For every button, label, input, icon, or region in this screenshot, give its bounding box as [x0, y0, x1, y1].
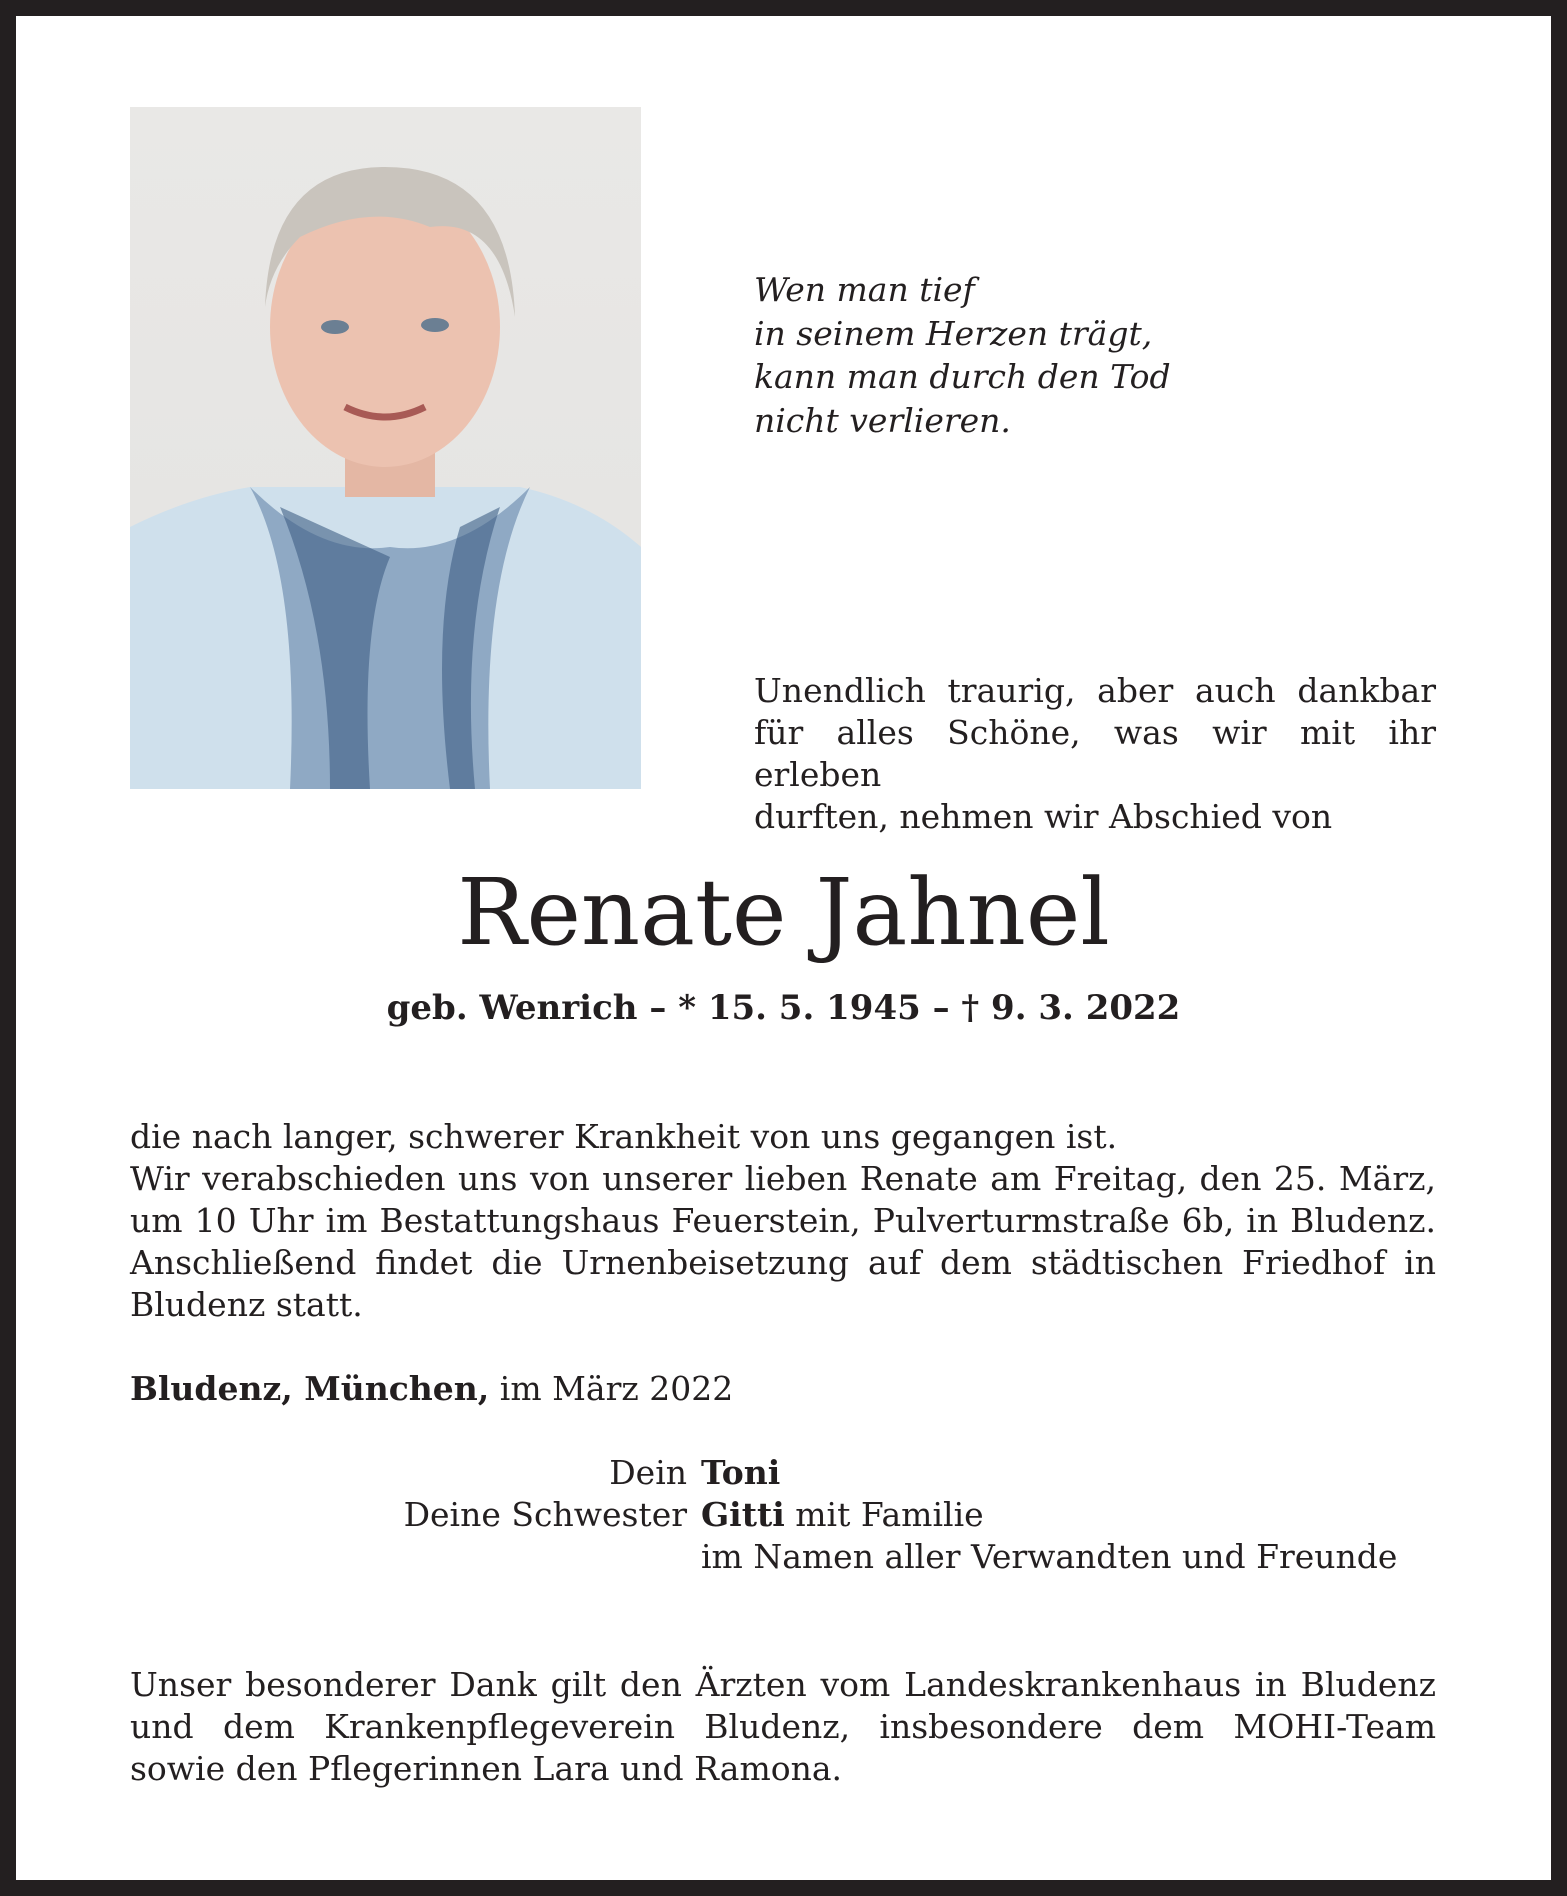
intro-text [754, 670, 1436, 838]
thanks-line: und dem Krankenpflegeverein Bludenz, insbesondere dem MOHI-Team [130, 1707, 1436, 1746]
body-line: Bludenz statt. [130, 1285, 363, 1324]
quote-line: nicht verlieren. [754, 400, 1011, 440]
body-line: Wir verabschieden uns von unserer lieben Renate am Freitag, den 25. März, [130, 1159, 1436, 1198]
quote-line: in seinem Herzen trägt, [754, 313, 1153, 353]
body-line: die nach langer, schwerer Krankheit von uns gegangen ist. [130, 1117, 1118, 1156]
portrait-image [130, 107, 641, 789]
signature-relations [404, 1452, 687, 1536]
intro-line: Unendlich traurig, aber auch dankbar [754, 671, 1436, 710]
intro-line: für alles Schöne, was wir mit ihr erleben [754, 713, 1436, 794]
funeral-details [130, 1116, 1436, 1326]
quote-line: kann man durch den Tod [754, 357, 1171, 396]
body-line: um 10 Uhr im Bestattungshaus Feuerstein, Pulverturmstraße 6b, in Bludenz. [130, 1201, 1436, 1240]
mourner-suffix: mit Familie [784, 1495, 984, 1534]
thanks-line: sowie den Pflegerinnen Lara und Ramona. [130, 1749, 843, 1788]
deceased-name: Renate Jahnel [457, 859, 1110, 966]
relation-label: Deine Schwester [403, 1495, 687, 1534]
mourner-name: Gitti [701, 1495, 785, 1534]
mourner-suffix: im Namen aller Verwandten und Freunde [701, 1537, 1398, 1576]
intro-line: durften, nehmen wir Abschied von [754, 797, 1333, 836]
place-date [130, 1368, 733, 1410]
thanks-line: Unser besonderer Dank gilt den Ärzten vom Landeskrankenhaus in Bludenz [130, 1665, 1436, 1704]
quote-line: Wen man tief [754, 270, 975, 309]
memorial-quote [754, 268, 1171, 442]
birth-death-dates: geb. Wenrich – * 15. 5. 1945 – † 9. 3. 2022 [386, 988, 1181, 1028]
mourner-name: Toni [701, 1453, 781, 1492]
place-names: Bludenz, München, [130, 1369, 490, 1408]
thanks-text [130, 1664, 1436, 1790]
body-line: Anschließend findet die Urnenbeisetzung auf dem städtischen Friedhof in [130, 1243, 1436, 1282]
portrait-photo [130, 107, 641, 789]
obituary-notice [16, 16, 1551, 1880]
relation-label: Dein [609, 1453, 687, 1492]
place-date-text: im März 2022 [489, 1369, 734, 1408]
signature-names [701, 1452, 1397, 1578]
